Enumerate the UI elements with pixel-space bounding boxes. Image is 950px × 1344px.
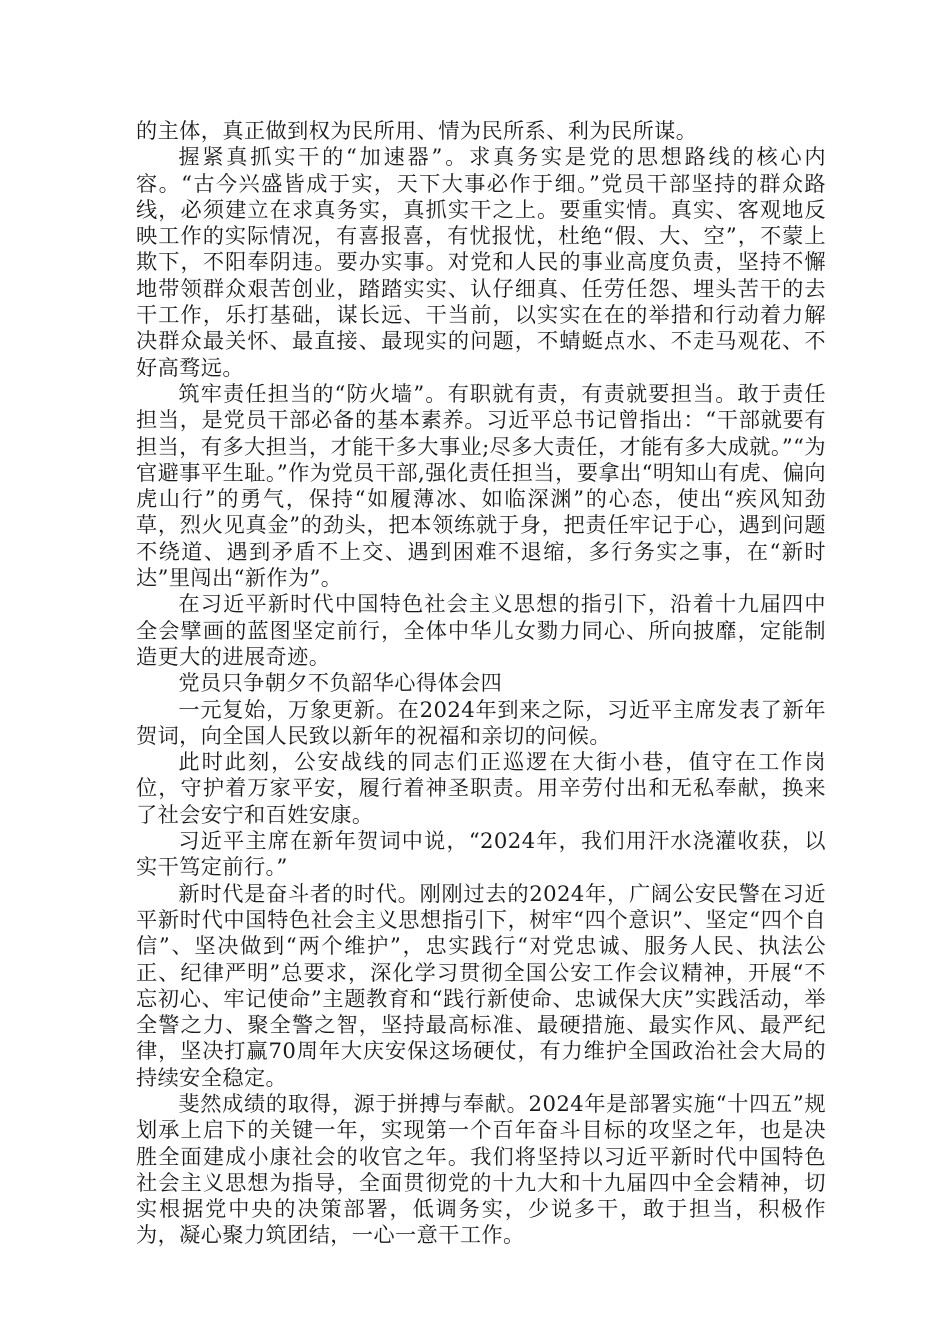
paragraph-police-duty: 此时此刻，公安战线的同志们正巡逻在大街小巷，值守在工作岗位，守护着万家平安，履行着神圣职责。用辛劳付出和无私奉献，换来了社会安宁和百姓安康。 <box>136 749 826 827</box>
paragraph-accelerator: 握紧真抓实干的“加速器”。求真务实是党的思想路线的核心内容。“古今兴盛皆成于实，天下大事必作于细。”党员干部坚持的群众路线，必须建立在求真务实，真抓实干之上。要重实情。真实、客观地反映工作的实际情况，有喜报喜，有忧报忧，杜绝“假、大、空”，不蒙上欺下，不阳奉阴违。要办实事。对党和人民的事业高度负责，坚持不懈地带领群众艰苦创业，踏踏实实、认仔细真、任劳任怨、埋头苦干的去干工作，乐打基础，谋长远、干当前，以实实在在的举措和行动着力解决群众最关怀、最直接、最现实的问题，不蜻蜓点水、不走马观花、不好高骛远。 <box>136 144 826 380</box>
paragraph-quote: 习近平主席在新年贺词中说，“2024年，我们用汗水浇灌收获，以实干笃定前行。” <box>136 828 826 880</box>
paragraph-new-year: 一元复始，万象更新。在2024年到来之际，习近平主席发表了新年贺词，向全国人民致以新年的祝福和亲切的问候。 <box>136 696 826 748</box>
paragraph-achievements: 斐然成绩的取得，源于拼搏与奉献。2024年是部署实施“十四五”规划承上启下的关键一年，实现第一个百年奋斗目标的攻坚之年，也是决胜全面建成小康社会的收官之年。我们将坚持以习近平新时代中国特色社会主义思想为指导，全面贯彻党的十九大和十九届四中全会精神，切实根据党中央的决策部署，低调务实，少说多干，敢于担当，积极作为，凝心聚力筑团结，一心一意干工作。 <box>136 1090 826 1248</box>
paragraph-new-era: 新时代是奋斗者的时代。刚刚过去的2024年，广阔公安民警在习近平新时代中国特色社会主义思想指引下，树牢“四个意识”、坚定“四个自信”、坚决做到“两个维护”，忠实践行“对党忠诚、服务人民、执法公正、纪律严明”总要求，深化学习贯彻全国公安工作会议精神，开展“不忘初心、牢记使命”主题教育和“践行新使命、忠诚保大庆”实践活动，举全警之力、聚全警之智，坚持最高标准、最硬措施、最实作风、最严纪律，坚决打赢70周年大庆安保这场硬仗，有力维护全国政治社会大局的持续安全稳定。 <box>136 880 826 1090</box>
document-page <box>136 118 826 1249</box>
paragraph-firewall: 筑牢责任担当的“防火墙”。有职就有责，有责就要担当。敢于责任担当，是党员干部必备的基本素养。习近平总书记曾指出：“干部就要有担当，有多大担当，才能干多大事业;尽多大责任，才能有多大成就。”“为官避事平生耻。”作为党员干部,强化责任担当，要拿出“明知山有虎、偏向虎山行”的勇气，保持“如履薄冰、如临深渊”的心态，使出“疾风知劲草，烈火见真金”的劲头，把本领练就于身，把责任牢记于心，遇到问题不绕道、遇到矛盾不上交、遇到困难不退缩，多行务实之事，在“新时达”里闯出“新作为”。 <box>136 380 826 591</box>
section-heading: 党员只争朝夕不负韶华心得体会四 <box>178 670 503 696</box>
paragraph-conclusion: 在习近平新时代中国特色社会主义思想的指引下，沿着十九届四中全会擘画的蓝图坚定前行，全体中华儿女勠力同心、所向披靡，定能制造更大的进展奇迹。 <box>136 591 826 669</box>
paragraph-continuation: 的主体，真正做到权为民所用、情为民所系、利为民所谋。 <box>136 118 698 143</box>
